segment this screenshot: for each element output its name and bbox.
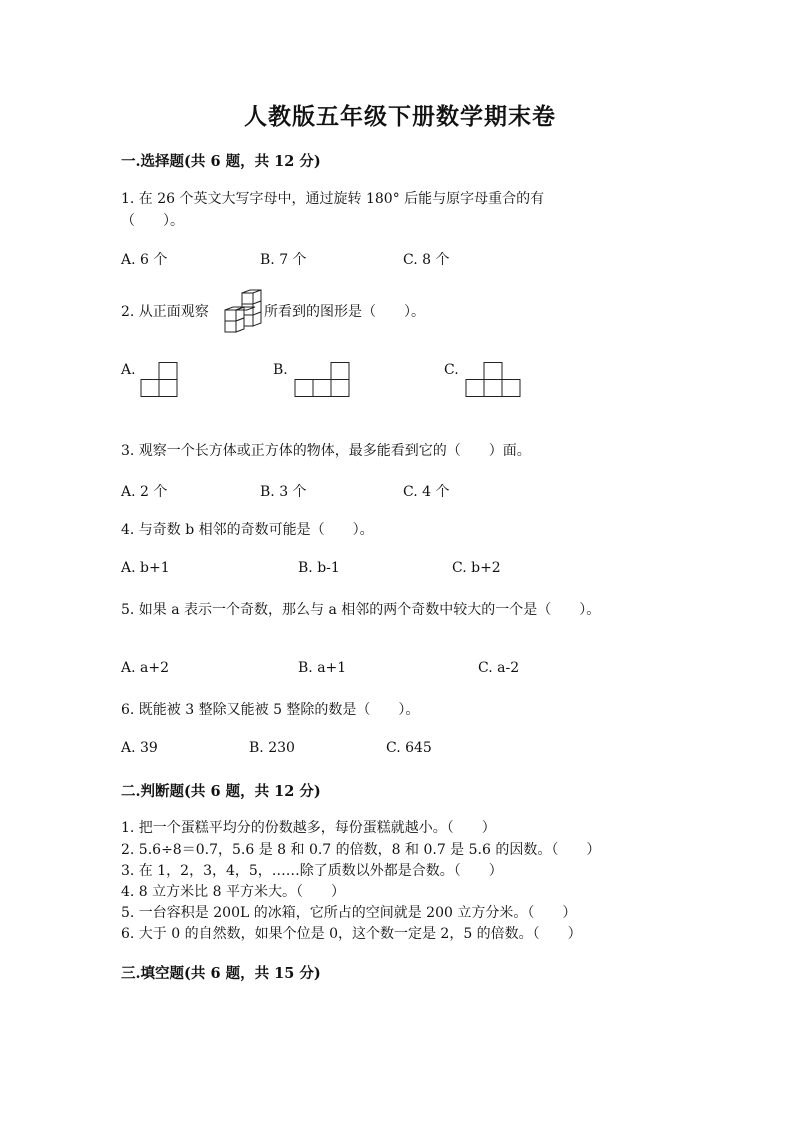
q5-option-c[interactable]: C. a-2 bbox=[478, 660, 520, 676]
q3-option-a[interactable]: A. 2 个 bbox=[121, 484, 168, 500]
question-1-line2: （ ）。 bbox=[121, 213, 184, 229]
q2-option-b-figure bbox=[294, 362, 350, 397]
q4-option-b[interactable]: B. b-1 bbox=[298, 560, 340, 576]
q2-option-a[interactable]: A. bbox=[121, 362, 136, 378]
q2-option-a-figure bbox=[140, 362, 178, 397]
q2-option-c-figure bbox=[465, 362, 521, 397]
q3-option-b[interactable]: B. 3 个 bbox=[260, 484, 307, 500]
q6-option-a[interactable]: A. 39 bbox=[121, 740, 158, 756]
question-2-suffix: 所看到的图形是（ ）。 bbox=[264, 304, 425, 320]
section-heading-choice: 一.选择题(共 6 题，共 12 分) bbox=[121, 153, 321, 170]
question-2-prefix: 2. 从正面观察 bbox=[121, 304, 209, 320]
question-3: 3. 观察一个长方体或正方体的物体，最多能看到它的（ ）面。 bbox=[121, 443, 531, 459]
q1-option-b[interactable]: B. 7 个 bbox=[260, 252, 307, 268]
q1-option-c[interactable]: C. 8 个 bbox=[403, 252, 450, 268]
judgement-item: 3. 在 1，2，3，4，5，……除了质数以外都是合数。（ ） bbox=[121, 863, 503, 879]
q2-option-b[interactable]: B. bbox=[273, 362, 288, 378]
section-heading-fill-blank: 三.填空题(共 6 题，共 15 分) bbox=[121, 965, 321, 982]
question-6: 6. 既能被 3 整除又能被 5 整除的数是（ ）。 bbox=[121, 702, 420, 718]
question-4: 4. 与奇数 b 相邻的奇数可能是（ ）。 bbox=[121, 522, 374, 538]
judgement-item: 2. 5.6÷8＝0.7，5.6 是 8 和 0.7 的倍数，8 和 0.7 是 5.6 的因数。（ ） bbox=[121, 842, 601, 858]
q6-option-c[interactable]: C. 645 bbox=[386, 740, 432, 756]
section-heading-judgement: 二.判断题(共 6 题，共 12 分) bbox=[121, 783, 321, 800]
question-5: 5. 如果 a 表示一个奇数，那么与 a 相邻的两个奇数中较大的一个是（ ）。 bbox=[121, 602, 601, 618]
page-title: 人教版五年级下册数学期末卷 bbox=[244, 103, 556, 130]
judgement-item: 6. 大于 0 的自然数，如果个位是 0，这个数一定是 2，5 的倍数。（ ） bbox=[121, 926, 582, 942]
q4-option-c[interactable]: C. b+2 bbox=[452, 560, 501, 576]
q5-option-b[interactable]: B. a+1 bbox=[298, 660, 347, 676]
q6-option-b[interactable]: B. 230 bbox=[249, 740, 295, 756]
question-1-line1: 1. 在 26 个英文大写字母中，通过旋转 180° 后能与原字母重合的有 bbox=[121, 191, 545, 207]
judgement-item: 1. 把一个蛋糕平均分的份数越多，每份蛋糕就越小。（ ） bbox=[121, 820, 496, 836]
cube-stack-figure bbox=[220, 290, 264, 336]
q3-option-c[interactable]: C. 4 个 bbox=[403, 484, 450, 500]
judgement-item: 4. 8 立方米比 8 平方米大。（ ） bbox=[121, 884, 345, 900]
judgement-item: 5. 一台容积是 200L 的冰箱，它所占的空间就是 200 立方分米。（ ） bbox=[121, 905, 577, 921]
q5-option-a[interactable]: A. a+2 bbox=[121, 660, 169, 676]
q1-option-a[interactable]: A. 6 个 bbox=[121, 252, 168, 268]
q2-option-c[interactable]: C. bbox=[444, 362, 459, 378]
q4-option-a[interactable]: A. b+1 bbox=[121, 560, 170, 576]
